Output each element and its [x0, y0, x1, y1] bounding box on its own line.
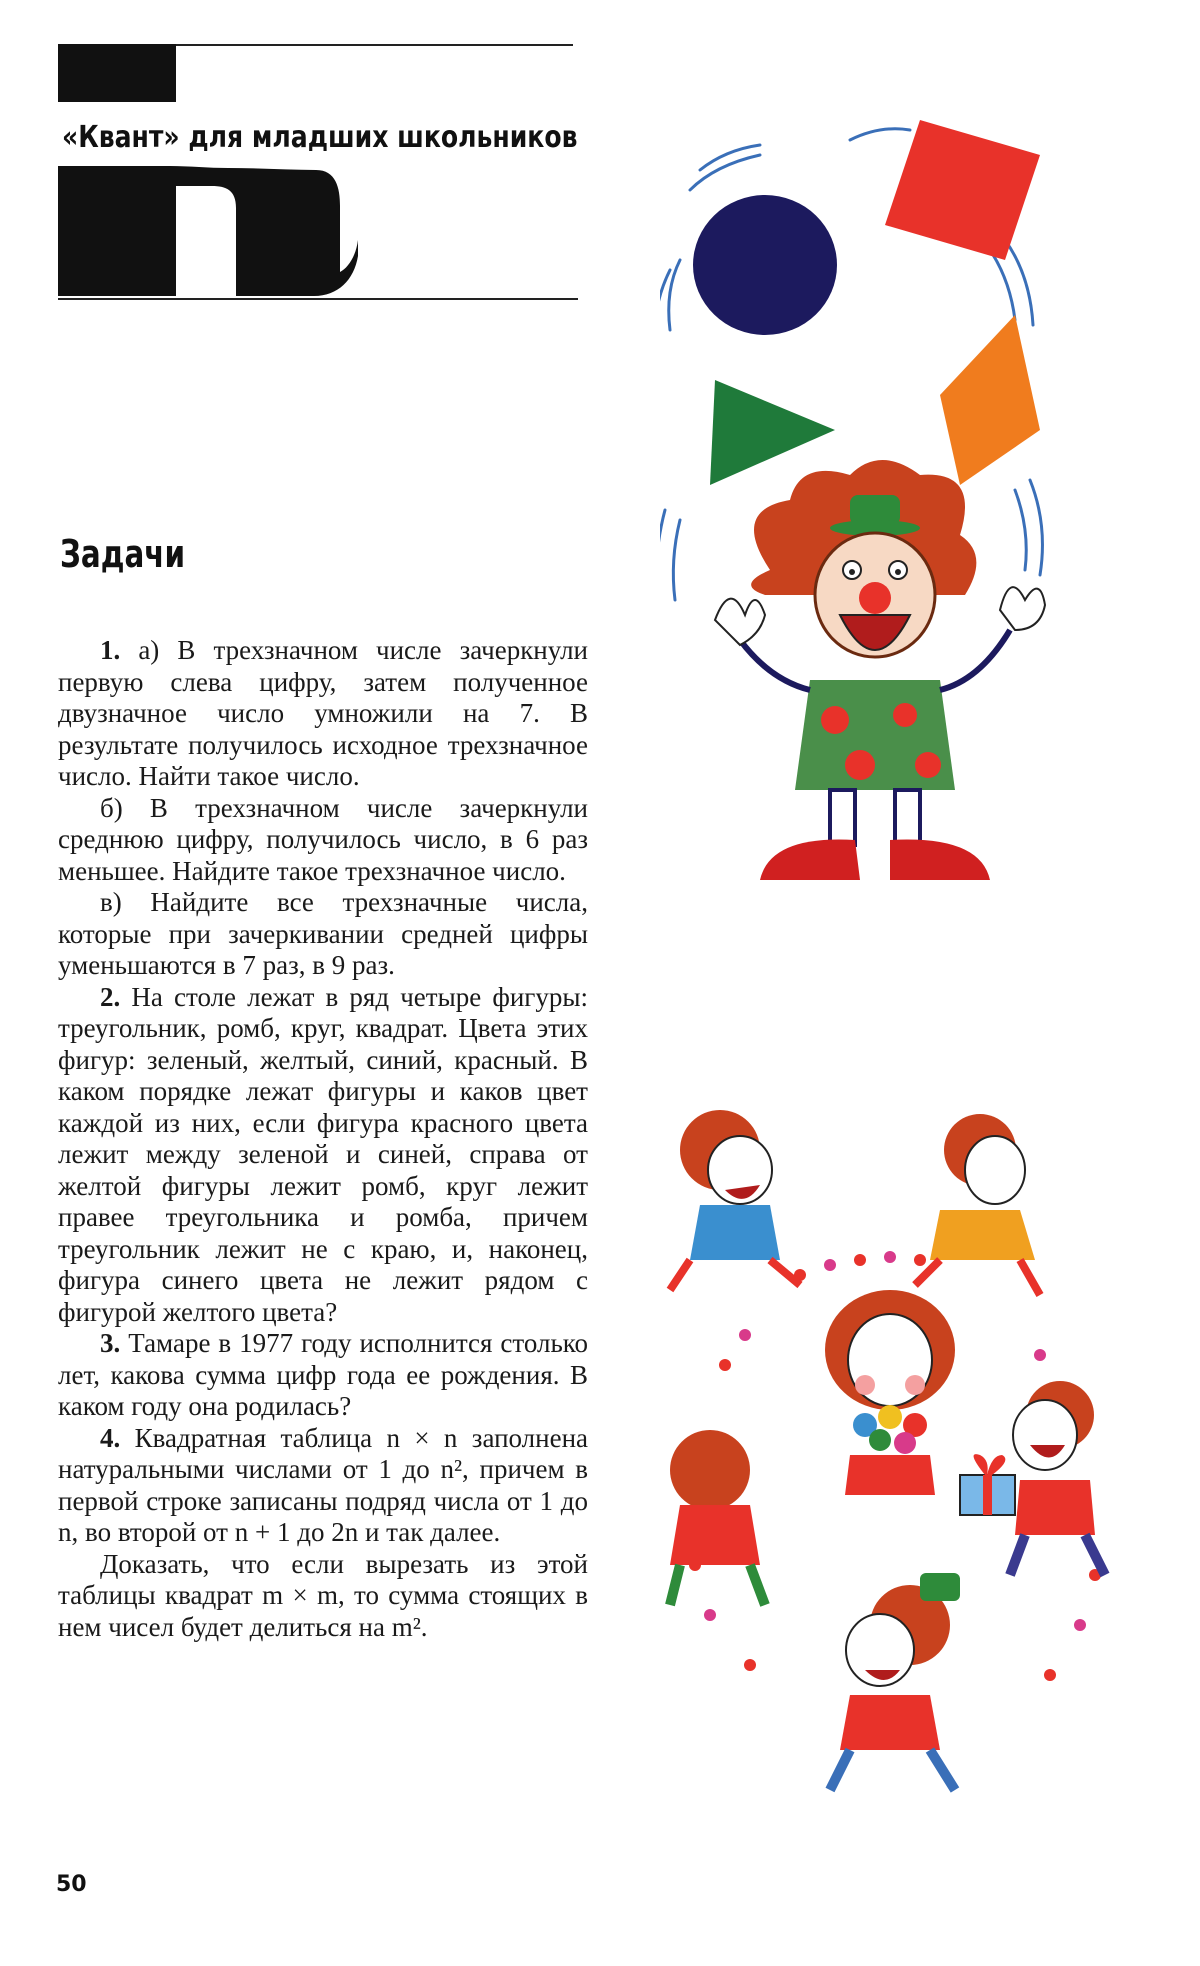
problem-number: 1.	[100, 635, 121, 665]
child-right	[1010, 1381, 1105, 1575]
problem-text: Квадратная таблица n × n заполнена натуральными числами от 1 до n², причем в первой строке записаны подряд числа от 1 до n, во второй от n + 1 до 2n и так далее.	[58, 1422, 589, 1547]
header-rule-bottom	[58, 298, 578, 300]
problem-paragraph	[58, 635, 588, 793]
green-triangle-shape	[710, 380, 835, 485]
juggling-clown-illustration	[660, 100, 1060, 1000]
problems-text	[58, 635, 588, 1643]
page-number: 50	[56, 1872, 87, 1897]
clown-figure	[715, 460, 1045, 880]
problem-number: 3.	[100, 1328, 121, 1358]
child-top-left	[670, 1110, 800, 1290]
problem-number: 2.	[100, 981, 121, 1012]
problem-paragraph	[58, 1423, 588, 1549]
problem-text: Доказать, что если вырезать из этой таблицы квадрат m × m, то сумма стоящих в нем чисел будет делиться на m².	[58, 1548, 588, 1642]
children-circle-illustration	[640, 1095, 1160, 1815]
kvant-logo-n	[58, 160, 358, 300]
orange-rhombus-shape	[940, 315, 1040, 485]
series-title: «Квант» для младших школьников	[62, 120, 578, 155]
problem-paragraph	[58, 1328, 588, 1423]
problem-paragraph	[58, 793, 588, 888]
section-heading: Задачи	[60, 532, 186, 576]
problem-number: 4.	[100, 1422, 121, 1453]
girl-with-bouquet	[825, 1290, 1015, 1515]
child-left	[670, 1430, 765, 1605]
series-header	[58, 40, 578, 310]
blue-circle-shape	[693, 195, 837, 335]
problem-text: в) Найдите все трехзначные числа, которые при зачеркивании средней цифры уменьшаются в 7 раз, в 9 раз.	[58, 887, 588, 980]
child-top-right	[915, 1114, 1040, 1295]
problem-text: Тамаре в 1977 году исполнится столько лет, какова сумма цифр года ее рождения. В каком году она родилась?	[58, 1328, 589, 1421]
problem-text: б) В трехзначном числе зачеркнули среднюю цифру, получилось число, в 6 раз меньшее. Найдите такое трехзначное число.	[58, 792, 588, 886]
red-square-shape	[885, 120, 1040, 260]
problem-paragraph	[58, 1549, 588, 1644]
logo-bar	[58, 44, 176, 102]
problem-text: На столе лежат в ряд четыре фигуры: треугольник, ромб, круг, квадрат. Цвета этих фигур: зеленый, желтый, синий, красный. В каком порядке лежат фигуры и каков цвет каждой из них, если фигура красного цвета лежит между зеленой и синей, справа от желтой фигуры лежит ромб, круг лежит правее треугольника и ромба, причем треугольник лежит не с краю, и, наконец, фигура синего цвета не лежит рядом с фигурой желтого цвета?	[58, 981, 588, 1327]
problem-text: а) В трехзначном числе зачеркнули первую слева цифру, затем полученное двузначное число умножили на 7. В результате получилось исходное трехзначное число. Найти такое число.	[58, 635, 588, 791]
child-bottom	[830, 1573, 960, 1790]
problem-paragraph	[58, 982, 588, 1329]
problem-paragraph	[58, 887, 588, 982]
